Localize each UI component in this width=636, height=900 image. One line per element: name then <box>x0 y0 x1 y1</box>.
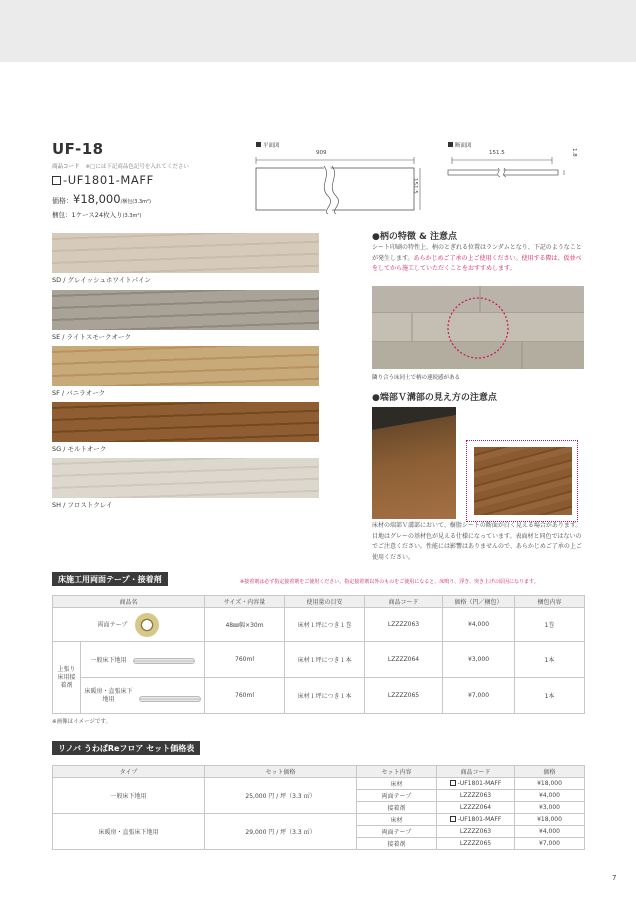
price-unit: /梱包(3.3m²) <box>120 199 151 205</box>
set1-item1-code-cell <box>437 778 515 790</box>
pack-label: 梱包：1ケース24枚入り <box>52 211 123 219</box>
pattern-heading: ●柄の特徴 & 注意点 <box>372 232 457 242</box>
pattern-text-red: あらかじめご了承の上ご使用ください。使用する際は、仮並べをしてから施工していただくことをおすすめします。 <box>372 254 582 272</box>
adhesive-tube-icon <box>133 658 195 664</box>
set1-item2-content: 両面テープ <box>357 790 437 802</box>
product-code-text: -UF1801-MAFF <box>63 173 154 187</box>
set1-item2-price: ¥4,000 <box>515 790 585 802</box>
price-value: ¥18,000 <box>73 192 121 206</box>
tape-name-cell <box>53 608 205 642</box>
room-photo <box>372 407 456 519</box>
pattern-photo <box>372 286 584 369</box>
table-row <box>53 642 585 678</box>
price-line <box>52 192 151 206</box>
set-price-table <box>52 765 585 850</box>
table-row <box>53 814 585 826</box>
set-header-content: セット内容 <box>357 766 437 778</box>
adhesive2-price: ¥7,000 <box>443 678 515 714</box>
set1-item3-price: ¥3,000 <box>515 802 585 814</box>
page-number: 7 <box>612 874 617 882</box>
pattern-highlight-circle <box>372 286 584 369</box>
edge-closeup-photo <box>474 447 572 515</box>
adhesive1-name: 一般床下地用 <box>90 657 127 664</box>
table-row <box>53 608 585 642</box>
set2-price: 29,000 円 / 坪（3.3 ㎡） <box>205 814 357 850</box>
set-header-item-price: 価格 <box>515 766 585 778</box>
set2-item1-code: -UF1801-MAFF <box>457 816 502 823</box>
swatch-label-sd: SD / グレイッシュホワイトパイン <box>52 276 152 284</box>
swatch-label-se: SE / ライトスモークオーク <box>52 333 132 341</box>
section-drawing-label: 断面図 <box>448 141 472 149</box>
plan-width-dim: 909 <box>316 150 327 156</box>
tape-name: 両面テープ <box>97 621 128 628</box>
product-code <box>52 173 154 187</box>
set1-item3-code: LZZZZ064 <box>437 802 515 814</box>
color-code-box <box>450 816 456 822</box>
set-header-price: セット価格 <box>205 766 357 778</box>
tape-table-header <box>53 596 585 608</box>
pattern-text <box>372 243 584 275</box>
tape-table <box>52 595 585 714</box>
tape-pack: 1巻 <box>515 608 585 642</box>
section-width-dim: 151.5 <box>489 150 505 156</box>
tape-code: LZZZZ063 <box>365 608 443 642</box>
set1-item1-code: -UF1801-MAFF <box>457 780 502 787</box>
edge-heading: ●端部Ｖ溝部の見え方の注意点 <box>372 393 497 403</box>
header-name: 商品名 <box>53 596 205 608</box>
set1-item1-content: 床材 <box>357 778 437 790</box>
swatch-sd <box>52 233 319 273</box>
header-pack: 梱包内容 <box>515 596 585 608</box>
tape-section-title: 床施工用両面テープ・接着剤 <box>52 572 168 586</box>
set2-item3-price: ¥7,000 <box>515 838 585 850</box>
model-name: UF-18 <box>52 140 104 158</box>
adhesive2-pack: 1本 <box>515 678 585 714</box>
set2-item2-code: LZZZZ063 <box>437 826 515 838</box>
set1-price: 25,000 円 / 坪（3.3 ㎡） <box>205 778 357 814</box>
pack-line <box>52 210 141 219</box>
plan-drawing-label: 平面図 <box>256 141 280 149</box>
tape-price: ¥4,000 <box>443 608 515 642</box>
adhesive2-usage: 床材１坪につき１本 <box>285 678 365 714</box>
set2-type: 床暖房・直張床下地用 <box>53 814 205 850</box>
set2-item1-content: 床材 <box>357 814 437 826</box>
table-row <box>53 778 585 790</box>
code-label-line <box>52 162 189 170</box>
color-code-box <box>450 780 456 786</box>
swatch-label-sh: SH / フロストクレイ <box>52 501 113 509</box>
pack-unit: (3.3m²) <box>122 213 142 219</box>
swatch-sg <box>52 402 319 442</box>
swatch-sf <box>52 346 319 386</box>
set2-item3-content: 接着剤 <box>357 838 437 850</box>
adhesive2-name: 床暖房・直張床下地用 <box>84 687 133 703</box>
adhesive2-size: 760ml <box>205 678 285 714</box>
set-header-type: タイプ <box>53 766 205 778</box>
set2-item2-price: ¥4,000 <box>515 826 585 838</box>
section-drawing <box>446 156 576 186</box>
header-code: 商品コード <box>365 596 443 608</box>
image-footnote: ※画像はイメージです。 <box>52 719 112 725</box>
set2-item1-code-cell <box>437 814 515 826</box>
pattern-caption: 隣り合う床同士で柄の連続感がある <box>372 375 461 381</box>
tape-size: 48㎜幅×30m <box>205 608 285 642</box>
adhesive2-name-cell <box>81 678 205 714</box>
color-code-box <box>52 176 61 185</box>
header-size: サイズ・内容量 <box>205 596 285 608</box>
edge-text: 床材の端部Ｖ溝部において、樹脂シートの断面が白く見える場合があります。目地はグレーの基材色が見える仕様になっています。表面材と同色ではないのでご注意ください。性能には影響はありませんので、あらかじめご了承の上ご使用ください。 <box>372 522 582 561</box>
tape-usage: 床材１坪につき１巻 <box>285 608 365 642</box>
adhesive1-code: LZZZZ064 <box>365 642 443 678</box>
adhesive1-usage: 床材１坪につき１本 <box>285 642 365 678</box>
section-thickness-dim: 1.8 <box>571 148 577 157</box>
set1-item2-code: LZZZZ063 <box>437 790 515 802</box>
swatch-se <box>52 290 319 330</box>
set1-item1-price: ¥18,000 <box>515 778 585 790</box>
code-note: ※□には下記商品色記号を入れてください <box>85 164 189 170</box>
adhesive1-size: 760ml <box>205 642 285 678</box>
header-price: 価格（円／梱包） <box>443 596 515 608</box>
table-row <box>53 678 585 714</box>
set1-item3-content: 接着剤 <box>357 802 437 814</box>
set-table-header <box>53 766 585 778</box>
set2-item3-code: LZZZZ065 <box>437 838 515 850</box>
price-label: 価格： <box>52 197 73 205</box>
adhesive1-name-cell <box>81 642 205 678</box>
set-section-title: リノバ うわばReフロア セット価格表 <box>52 741 200 755</box>
tape-section-note: ※接着剤は必ず指定接着剤をご使用ください。指定接着剤以外のものをご使用になると、床鳴り、浮き、突き上げの原因になります。 <box>240 579 539 585</box>
set2-item1-price: ¥18,000 <box>515 814 585 826</box>
adhesive-group-label: 上張り床用接着剤 <box>53 642 81 714</box>
code-label: 商品コード <box>52 164 80 170</box>
header-usage: 使用量の目安 <box>285 596 365 608</box>
swatch-label-sf: SF / バニラオーク <box>52 389 106 397</box>
set1-type: 一般床下地用 <box>53 778 205 814</box>
adhesive-tube-icon <box>139 696 201 702</box>
adhesive1-pack: 1本 <box>515 642 585 678</box>
top-band <box>0 0 636 62</box>
set-header-code: 商品コード <box>437 766 515 778</box>
adhesive2-code: LZZZZ065 <box>365 678 443 714</box>
adhesive1-price: ¥3,000 <box>443 642 515 678</box>
pattern-text-normal: シート印刷の特性上、柄のとぎれる位置はランダムとなり、下記のようなことが発生します。 <box>372 244 582 262</box>
tape-roll-icon <box>135 613 159 637</box>
plan-drawing <box>254 156 424 216</box>
set2-item2-content: 両面テープ <box>357 826 437 838</box>
plan-height-dim: 151.5 <box>412 178 418 194</box>
swatch-label-sg: SG / モルトオーク <box>52 445 107 453</box>
swatch-sh <box>52 458 319 498</box>
